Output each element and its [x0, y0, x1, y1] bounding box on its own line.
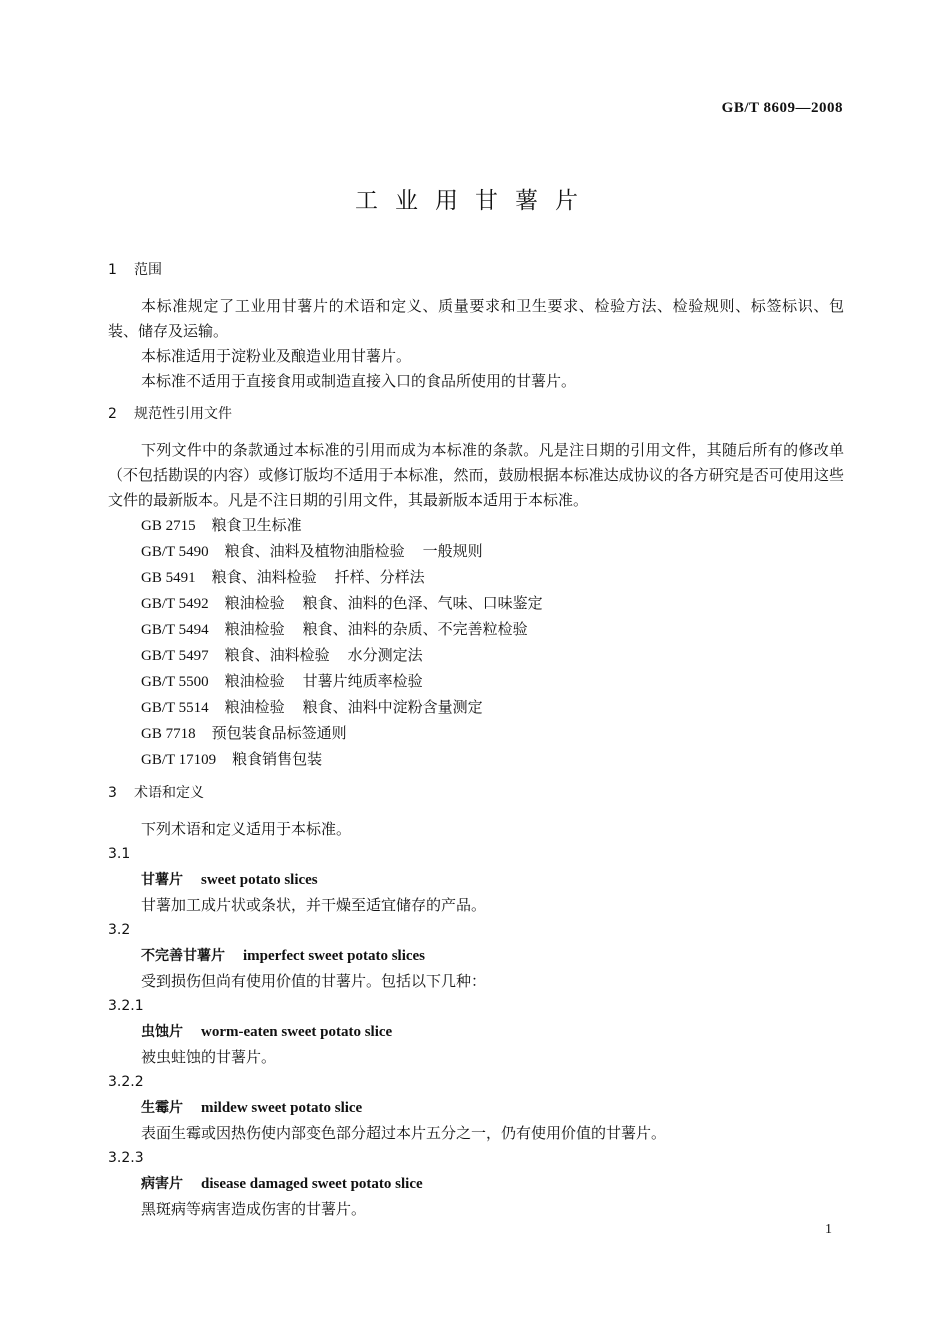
term-entry: [108, 943, 844, 969]
section-number: 2: [108, 406, 117, 422]
term-entry: [108, 867, 844, 893]
term-english: worm-eaten sweet potato slice: [201, 1024, 393, 1040]
reference-item: [108, 747, 844, 773]
reference-code: GB/T 5490: [141, 544, 209, 560]
term-definition: 黑斑病等病害造成伤害的甘薯片。: [141, 1200, 367, 1218]
term-english: mildew sweet potato slice: [201, 1100, 363, 1116]
references-intro: 下列文件中的条款通过本标准的引用而成为本标准的条款。凡是注日期的引用文件，其随后所有的修改单（不包括勘误的内容）或修订版均不适用于本标准，然而，鼓励根据本标准达成协议的各方研究是否可使用这些文件的最新版本。凡是不注日期的引用文件，其最新版本适用于本标准。: [108, 441, 844, 509]
reference-subtitle: 一般规则: [422, 542, 483, 560]
reference-item: [108, 565, 844, 591]
reference-code: GB 5491: [141, 570, 196, 586]
reference-code: GB 2715: [141, 518, 196, 534]
reference-title: 粮油检验: [224, 594, 285, 612]
term-chinese: 甘薯片: [141, 872, 183, 888]
clause-number: 3.2.3: [108, 1150, 144, 1166]
term-definition: 受到损伤但尚有使用价值的甘薯片。包括以下几种：: [141, 972, 487, 990]
document-body: [108, 258, 844, 1222]
scope-paragraph: 本标准适用于淀粉业及酿造业用甘薯片。: [141, 347, 412, 365]
section-3-heading: [108, 781, 844, 806]
terms-intro: 下列术语和定义适用于本标准。: [141, 820, 352, 838]
section-title: 规范性引用文件: [134, 406, 232, 422]
section-number: 3: [108, 785, 117, 801]
section-title: 术语和定义: [134, 785, 204, 801]
reference-title: 粮食销售包装: [232, 750, 323, 768]
clause-number: 3.2.2: [108, 1074, 144, 1090]
reference-item: [108, 669, 844, 695]
section-1-heading: [108, 258, 844, 283]
reference-title: 粮油检验: [224, 620, 285, 638]
reference-item: [108, 617, 844, 643]
reference-title: 粮油检验: [224, 698, 285, 716]
clause-number: 3.1: [108, 846, 131, 862]
reference-code: GB/T 5492: [141, 596, 209, 612]
term-english: disease damaged sweet potato slice: [201, 1176, 423, 1192]
reference-item: [108, 591, 844, 617]
reference-code: GB/T 5494: [141, 622, 209, 638]
document-title: 工业用甘薯片: [355, 188, 595, 214]
scope-paragraph: 本标准规定了工业用甘薯片的术语和定义、质量要求和卫生要求、检验方法、检验规则、标签标识、包装、储存及运输。: [108, 297, 844, 340]
reference-code: GB/T 5514: [141, 700, 209, 716]
reference-subtitle: 粮食、油料的色泽、气味、口味鉴定: [302, 594, 543, 612]
reference-title: 粮油检验: [224, 672, 285, 690]
term-definition: 被虫蛀蚀的甘薯片。: [141, 1048, 277, 1066]
term-english: sweet potato slices: [201, 872, 318, 888]
reference-code: GB/T 5497: [141, 648, 209, 664]
standard-code: GB/T 8609—2008: [721, 100, 843, 116]
reference-title: 粮食、油料及植物油脂检验: [224, 542, 405, 560]
reference-subtitle: 粮食、油料中淀粉含量测定: [302, 698, 483, 716]
reference-title: 粮食、油料检验: [211, 568, 317, 586]
reference-item: [108, 539, 844, 565]
term-chinese: 不完善甘薯片: [141, 948, 225, 964]
reference-title: 预包装食品标签通则: [211, 724, 347, 742]
page-number: 1: [825, 1222, 832, 1237]
term-entry: [108, 1171, 844, 1197]
scope-paragraph: 本标准不适用于直接食用或制造直接入口的食品所使用的甘薯片。: [141, 372, 577, 390]
term-definition: 表面生霉或因热伤使内部变色部分超过本片五分之一，仍有使用价值的甘薯片。: [141, 1124, 667, 1142]
reference-title: 粮食卫生标准: [211, 516, 302, 534]
reference-code: GB 7718: [141, 726, 196, 742]
section-title: 范围: [134, 262, 162, 278]
term-chinese: 病害片: [141, 1176, 183, 1192]
clause-number: 3.2: [108, 922, 131, 938]
section-2-heading: [108, 402, 844, 427]
section-number: 1: [108, 262, 117, 278]
reference-item: [108, 695, 844, 721]
reference-item: [108, 721, 844, 747]
reference-item: [108, 513, 844, 539]
reference-subtitle: 扦样、分样法: [334, 568, 425, 586]
term-chinese: 虫蚀片: [141, 1024, 183, 1040]
term-definition: 甘薯加工成片状或条状，并干燥至适宜储存的产品。: [141, 896, 487, 914]
term-english: imperfect sweet potato slices: [243, 948, 426, 964]
reference-code: GB/T 17109: [141, 752, 217, 768]
reference-item: [108, 643, 844, 669]
reference-code: GB/T 5500: [141, 674, 209, 690]
reference-subtitle: 粮食、油料的杂质、不完善粒检验: [302, 620, 528, 638]
term-chinese: 生霉片: [141, 1100, 183, 1116]
reference-subtitle: 水分测定法: [347, 646, 423, 664]
term-entry: [108, 1095, 844, 1121]
reference-subtitle: 甘薯片纯质率检验: [302, 672, 423, 690]
clause-number: 3.2.1: [108, 998, 144, 1014]
reference-title: 粮食、油料检验: [224, 646, 330, 664]
term-entry: [108, 1019, 844, 1045]
